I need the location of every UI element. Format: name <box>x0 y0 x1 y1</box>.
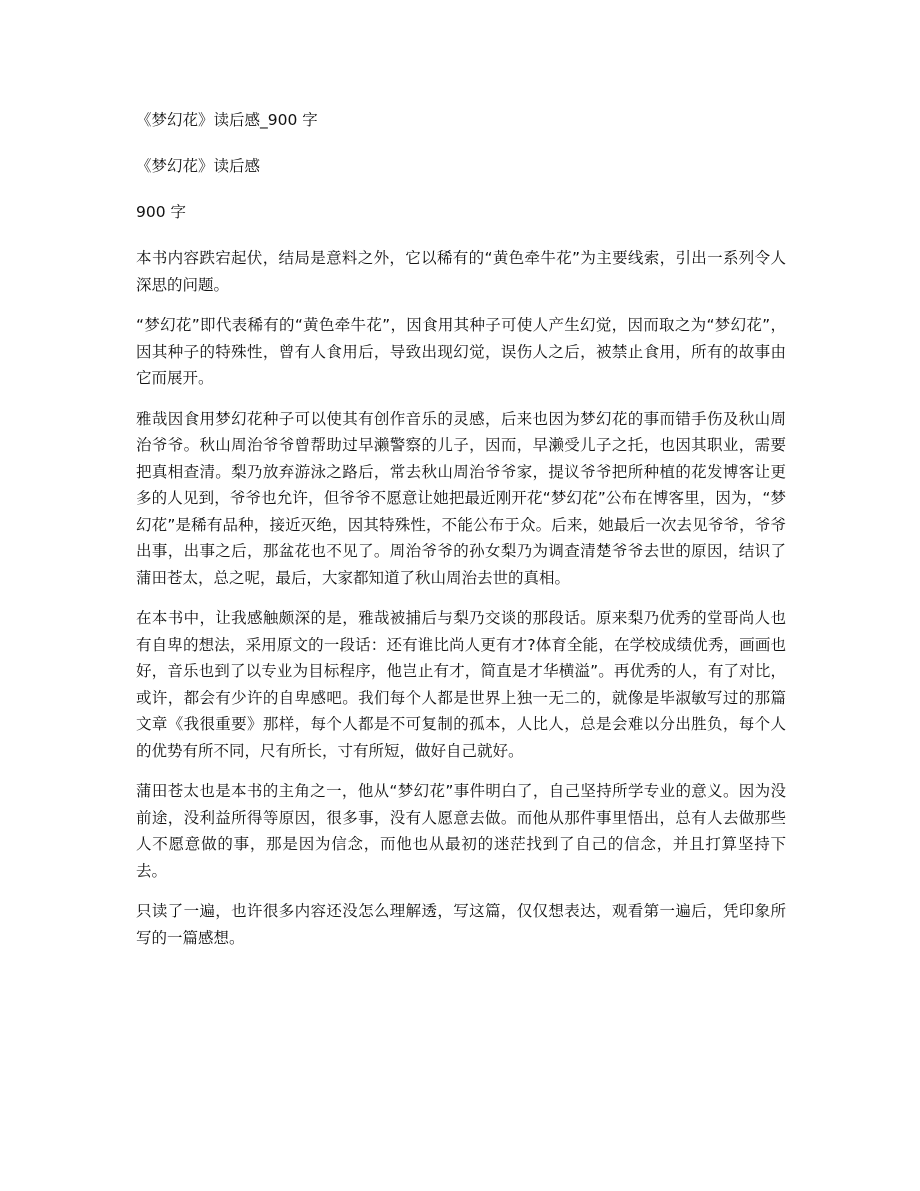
paragraph: 本书内容跌宕起伏，结局是意料之外，它以稀有的“黄色牵牛花”为主要线索，引出一系列令人深思的问题。 <box>136 249 786 294</box>
word-count: 900 字 <box>136 203 187 221</box>
paragraph: 只读了一遍，也许很多内容还没怎么理解透，写这篇，仅仅想表达，观看第一遍后，凭印象所写的一篇感想。 <box>136 902 786 947</box>
document-title: 《梦幻花》读后感_900 字 <box>136 111 318 129</box>
paragraph: “梦幻花”即代表稀有的“黄色牵牛花”，因食用其种子可使人产生幻觉，因而取之为“梦幻花”，因其种子的特殊性，曾有人食用后，导致出现幻觉，误伤人之后，被禁止食用，所有的故事由它而展开。 <box>136 316 786 387</box>
paragraph: 在本书中，让我感触颇深的是，雅哉被捕后与梨乃交谈的那段话。原来梨乃优秀的堂哥尚人也有自卑的想法，采用原文的一段话：还有谁比尚人更有才?体育全能，在学校成绩优秀，画画也好，音乐也到了以专业为目标程序，他岂止有才，简直是才华横溢”。再优秀的人，有了对比，或许，都会有少许的自卑感吧。我们每个人都是世界上独一无二的，就像是毕淑敏写过的那篇文章《我很重要》那样，每个人都是不可复制的孤本，人比人，总是会难以分出胜负，每个人的优势有所不同，尺有所长，寸有所短，做好自己就好。 <box>136 609 786 760</box>
paragraph: 蒲田苍太也是本书的主角之一，他从“梦幻花”事件明白了，自己坚持所学专业的意义。因为没前途，没利益所得等原因，很多事，没有人愿意去做。而他从那件事里悟出，总有人去做那些人不愿意做的事，那是因为信念，而他也从最初的迷茫找到了自己的信念，并且打算坚持下去。 <box>136 782 786 880</box>
document-subtitle: 《梦幻花》读后感 <box>136 157 261 175</box>
paragraph: 雅哉因食用梦幻花种子可以使其有创作音乐的灵感，后来也因为梦幻花的事而错手伤及秋山周治爷爷。秋山周治爷爷曾帮助过早濑警察的儿子，因而，早濑受儿子之托，也因其职业，需要把真相查清。梨乃放弃游泳之路后，常去秋山周治爷爷家，提议爷爷把所种植的花发博客让更多的人见到，爷爷也允许，但爷爷不愿意让她把最近刚开花“梦幻花”公布在博客里，因为，“梦幻花”是稀有品种，接近灭绝，因其特殊性，不能公布于众。后来，她最后一次去见爷爷，爷爷出事，出事之后，那盆花也不见了。周治爷爷的孙女梨乃为调查清楚爷爷去世的原因，结识了蒲田苍太，总之呢，最后，大家都知道了秋山周治去世的真相。 <box>136 409 786 587</box>
document-body <box>136 107 786 965</box>
